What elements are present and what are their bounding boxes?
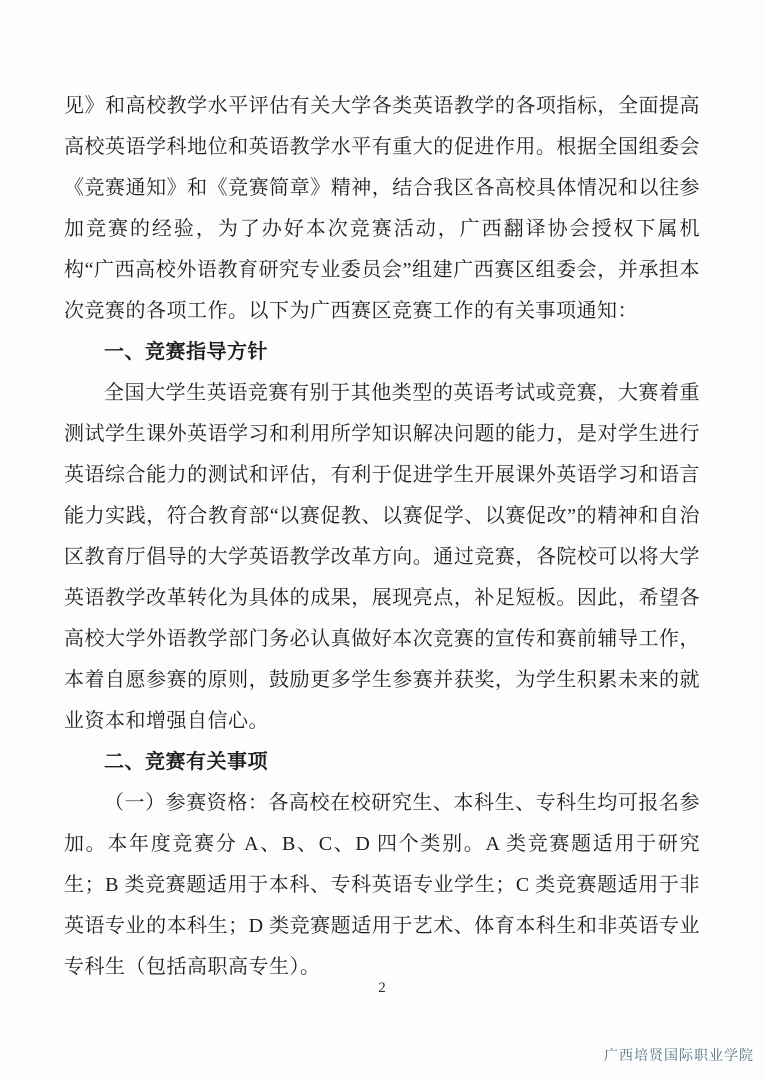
page-number: 2	[378, 980, 386, 996]
section-1-paragraph: 全国大学生英语竞赛有别于其他类型的英语考试或竞赛，大赛着重测试学生课外英语学习和利用所学知识解决问题的能力，是对学生进行英语综合能力的测试和评估，有利于促进学生开展课外英语学习和语言能力实践，符合教育部“以赛促教、以赛促学、以赛促改”的精神和自治区教育厅倡导的大学英语教学改革方向。通过竞赛，各院校可以将大学英语教学改革转化为具体的成果，展现亮点，补足短板。因此，希望各高校大学外语教学部门务必认真做好本次竞赛的宣传和赛前辅导工作，本着自愿参赛的原则，鼓励更多学生参赛并获奖，为学生积累未来的就业资本和增强自信心。	[64, 382, 700, 732]
section-2-heading: 二、竞赛有关事项	[104, 751, 268, 773]
document-body	[64, 86, 700, 988]
section-2-item-1: （一）参赛资格：各高校在校研究生、本科生、专科生均可报名参加。本年度竞赛分 A、B、C、D 四个类别。A 类竞赛题适用于研究生；B 类竞赛题适用于本科、专科英语专业学生；C 类竞赛题适用于非英语专业的本科生；D 类竞赛题适用于艺术、体育本科生和非英语专业专科生（包括高职高专生）。	[64, 792, 700, 978]
section-1-heading: 一、竞赛指导方针	[104, 341, 268, 363]
school-name-watermark: 广西培贤国际职业学院	[604, 1047, 754, 1063]
intro-paragraph: 见》和高校教学水平评估有关大学各类英语教学的各项指标，全面提高高校英语学科地位和英语教学水平有重大的促进作用。根据全国组委会《竞赛通知》和《竞赛简章》精神，结合我区各高校具体情况和以往参加竞赛的经验，为了办好本次竞赛活动，广西翻译协会授权下属机构“广西高校外语教育研究专业委员会”组建广西赛区组委会，并承担本次竞赛的各项工作。以下为广西赛区竞赛工作的有关事项通知：	[64, 95, 700, 322]
